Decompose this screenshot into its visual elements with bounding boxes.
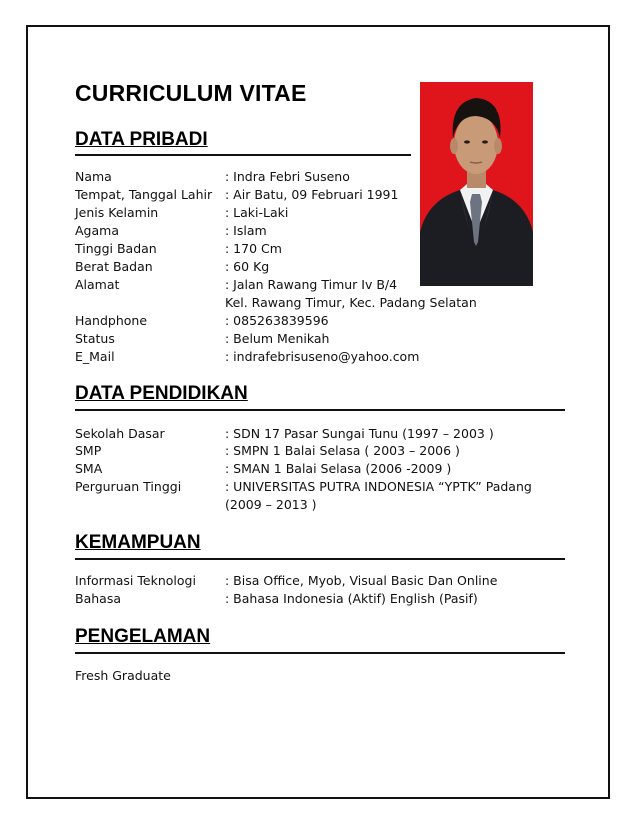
section-rule bbox=[75, 154, 411, 156]
row-value: : Islam bbox=[225, 223, 267, 238]
row-label: Handphone bbox=[75, 313, 148, 328]
row-label: Berat Badan bbox=[75, 259, 153, 274]
row-value: : SDN 17 Pasar Sungai Tunu (1997 – 2003 ) bbox=[225, 426, 494, 441]
row-value: : Air Batu, 09 Februari 1991 bbox=[225, 187, 399, 202]
section-rule bbox=[75, 558, 565, 560]
row-label: E_Mail bbox=[75, 349, 115, 364]
row-value: : Bahasa Indonesia (Aktif) English (Pasif) bbox=[225, 591, 478, 606]
row-label: Informasi Teknologi bbox=[75, 573, 196, 588]
row-value: : Bisa Office, Myob, Visual Basic Dan Online bbox=[225, 573, 498, 588]
profile-photo bbox=[420, 82, 533, 286]
row-value: : SMPN 1 Balai Selasa ( 2003 – 2006 ) bbox=[225, 443, 460, 458]
row-label: Bahasa bbox=[75, 591, 121, 606]
experience-text: Fresh Graduate bbox=[75, 668, 171, 683]
row-label: Tinggi Badan bbox=[75, 241, 157, 256]
row-label: Alamat bbox=[75, 277, 120, 292]
section-rule bbox=[75, 409, 565, 411]
section-heading-kemampuan: KEMAMPUAN bbox=[75, 532, 201, 553]
row-value: : 170 Cm bbox=[225, 241, 282, 256]
row-value: : SMAN 1 Balai Selasa (2006 -2009 ) bbox=[225, 461, 452, 476]
section-rule bbox=[75, 652, 565, 654]
section-heading-pribadi: DATA PRIBADI bbox=[75, 129, 208, 150]
row-value: : Indra Febri Suseno bbox=[225, 169, 350, 184]
face bbox=[454, 114, 498, 174]
row-value: : indrafebrisuseno@yahoo.com bbox=[225, 349, 420, 364]
row-value: : Belum Menikah bbox=[225, 331, 330, 346]
row-value: Kel. Rawang Timur, Kec. Padang Selatan bbox=[225, 295, 477, 310]
row-value: (2009 – 2013 ) bbox=[225, 497, 317, 512]
row-label: SMP bbox=[75, 443, 102, 458]
section-heading-pendidikan: DATA PENDIDIKAN bbox=[75, 383, 248, 404]
row-value: : UNIVERSITAS PUTRA INDONESIA “YPTK” Padang bbox=[225, 479, 532, 494]
section-heading-pengalaman: PENGELAMAN bbox=[75, 626, 211, 647]
row-label: Jenis Kelamin bbox=[75, 205, 159, 220]
row-label: Agama bbox=[75, 223, 119, 238]
row-label: SMA bbox=[75, 461, 103, 476]
row-value: : Jalan Rawang Timur Iv B/4 bbox=[225, 277, 398, 292]
row-label: Tempat, Tanggal Lahir bbox=[75, 187, 213, 202]
row-label: Nama bbox=[75, 169, 112, 184]
row-value: : 085263839596 bbox=[225, 313, 329, 328]
row-label: Status bbox=[75, 331, 115, 346]
row-label: Sekolah Dasar bbox=[75, 426, 165, 441]
row-value: : Laki-Laki bbox=[225, 205, 289, 220]
document-title: CURRICULUM VITAE bbox=[75, 80, 307, 106]
row-label: Perguruan Tinggi bbox=[75, 479, 182, 494]
row-value: : 60 Kg bbox=[225, 259, 270, 274]
